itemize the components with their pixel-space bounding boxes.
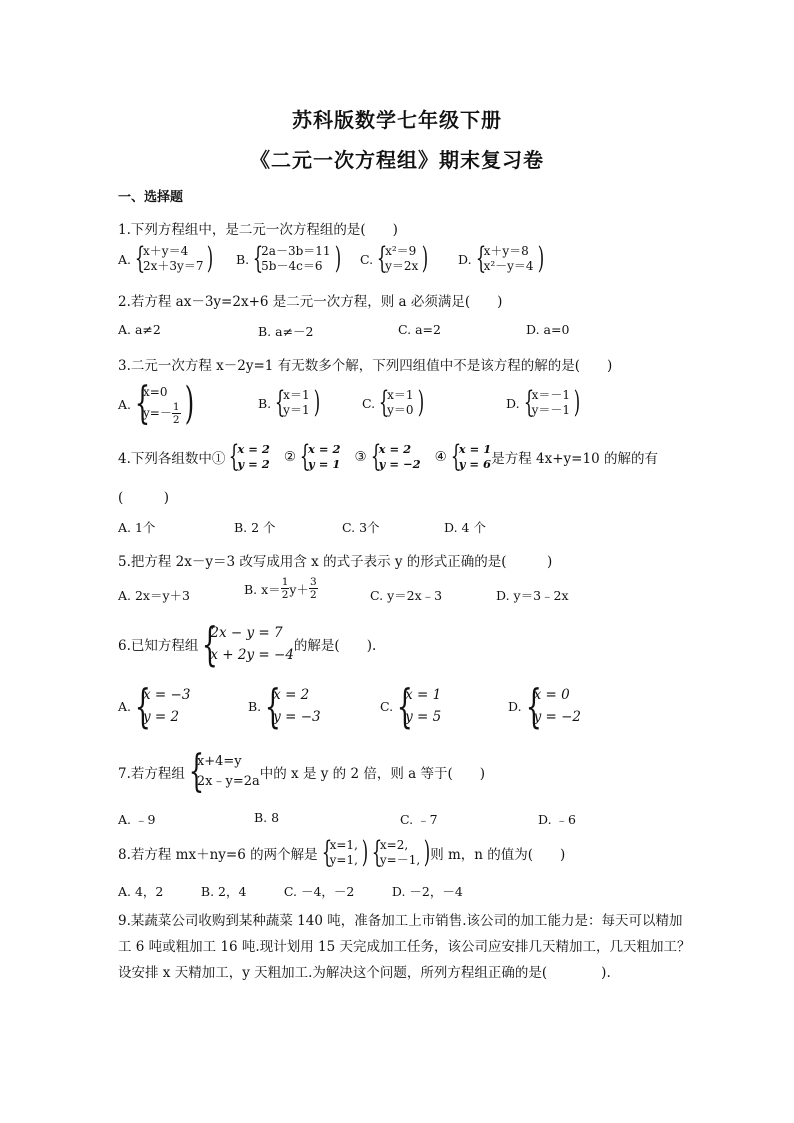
option-c: C. y＝2x﹣3 [370, 588, 443, 603]
equation-system: { x＋y＝4 2x＋3y＝7 ) [134, 241, 214, 276]
fraction: $\frac{1}{2}$ [172, 400, 180, 426]
equation-system: { x+4=y 2x﹣y=2a [188, 746, 260, 797]
option-c: C. { x²＝9 y＝2x ) [360, 241, 429, 276]
option-d: D. { x = 0 y = −2 [508, 679, 581, 733]
equation-system: { x＝1 y＝0 ) [378, 385, 424, 420]
option-b: B. 8 [254, 810, 280, 825]
question-4-stem: 4.下列各组数中① { x = 2 y = 2 ② { x = 2 y = 1 ③ { x = 2 y = −2 ④ { x = 1 y = 6 是方程 4x+y=10 的解的有 [118, 439, 658, 474]
option-b: B. a≠－2 [258, 324, 314, 339]
section-heading: 一、选择题 [118, 190, 184, 205]
equation-system: { x²＝9 y＝2x ) [376, 241, 429, 276]
equation-system: { x = 2 y = 2 [229, 439, 270, 474]
option-a: A. ﹣9 [118, 812, 156, 827]
option-a: A. { x＋y＝4 2x＋3y＝7 ) [118, 241, 214, 276]
option-d: D. 4 个 [444, 520, 486, 535]
question-1-stem: 1.下列方程组中，是二元一次方程组的是( ) [118, 222, 398, 238]
question-8-options: A. 4，2 B. 2，4 C. －4，－2 D. －2，－4 [118, 884, 463, 899]
option-c: C. { x＝1 y＝0 ) [362, 385, 424, 420]
page-title: 苏科版数学七年级下册 [292, 108, 502, 132]
equation-system: { x = 2 y = −3 [264, 679, 321, 733]
equation-system: { x = 1 y = 5 [396, 679, 442, 733]
question-5-stem: 5.把方程 2x－y＝3 改写成用含 x 的式子表示 y 的形式正确的是( ) [118, 554, 553, 570]
equation-system: { x=0 y=－ $\frac{1}{2}$ ) [134, 378, 194, 429]
equation-system: { x=2, y=－1, ) [371, 835, 431, 870]
page-subtitle: 《二元一次方程组》期末复习卷 [250, 148, 544, 172]
option-d: D. { x＝－1 y＝－1 ) [506, 385, 581, 420]
option-c: C. a=2 [398, 322, 441, 337]
question-2-options [118, 322, 718, 354]
question-1-options [118, 241, 718, 276]
option-d: D. a=0 [526, 322, 570, 337]
equation-system: { x = 2 y = 1 [299, 439, 341, 474]
equation-system: { x＝－1 y＝－1 ) [523, 385, 581, 420]
option-a: A. a≠2 [118, 322, 161, 337]
equation-system: { x = 2 y = −2 [370, 439, 421, 474]
option-b: B. { 2a－3b＝11 5b－4c＝6 ) [236, 241, 341, 276]
question-9-text: 9.某蔬菜公司收购到某种蔬菜 140 吨，准备加工上市销售.该公司的加工能力是：每天可以精加 工 6 吨或粗加工 16 吨.现计划用 15 天完成加工任务，该公司应安排几天精加工，几天粗加工？ 设安排 x 天精加工，y 天粗加工.为解决这个问题，所列方程组正确的是( ). [118, 913, 691, 981]
question-2-stem: 2.若方程 ax－3y=2x+6 是二元一次方程，则 a 必须满足( ) [118, 294, 503, 310]
question-4-options [118, 518, 718, 550]
option-c: C. { x = 1 y = 5 [380, 679, 442, 733]
question-5-options [118, 576, 718, 616]
option-d: D. y＝3﹣2x [496, 588, 569, 603]
question-6-options [118, 679, 718, 733]
option-c: C. ﹣7 [400, 812, 438, 827]
question-3-options [118, 378, 718, 430]
option-b: B. { x＝1 y＝1 ) [258, 385, 320, 420]
question-3-stem: 3.二元一次方程 x－2y=1 有无数多个解，下列四组值中不是该方程的解的是( ) [118, 358, 613, 374]
option-a: A. 2x＝y＋3 [118, 588, 190, 603]
equation-system: { x = 1 y = 6 [450, 439, 492, 474]
option-d: D. { x＋y＝8 x²－y＝4 ) [458, 241, 544, 276]
option-a: A. 1个 [118, 520, 156, 535]
option-c: C. 3个 [342, 520, 380, 535]
equation-system: { 2a－3b＝11 5b－4c＝6 ) [252, 241, 341, 276]
equation-system: { x = 0 y = −2 [525, 679, 581, 733]
question-4-paren: ( ) [118, 490, 170, 506]
question-8-stem: 8.若方程 mx＋ny=6 的两个解是 { x=1, y=1, ) { x=2, y=－1, ) 则 m，n 的值为( ) [118, 835, 566, 870]
option-a: A. { x=0 y=－ $\frac{1}{2}$ ) [118, 378, 194, 429]
option-b: B. x＝ $\frac{1}{2}$ y＋ $\frac{3}{2}$ [244, 576, 317, 601]
option-d: D. ﹣6 [538, 812, 576, 827]
equation-system: { x = −3 y = 2 [134, 679, 191, 733]
option-a: A. { x = −3 y = 2 [118, 679, 191, 733]
fraction: $\frac{3}{2}$ [309, 576, 317, 601]
question-7-stem: 7.若方程组 { x+4=y 2x﹣y=2a 中的 x 是 y 的 2 倍，则 a 等于( ) [118, 746, 486, 797]
fraction: $\frac{1}{2}$ [281, 576, 289, 601]
equation-system: { 2x − y = 7 x + 2y = −4 [202, 617, 294, 671]
option-b: B. { x = 2 y = −3 [248, 679, 321, 733]
option-b: B. 2 个 [234, 520, 276, 535]
equation-system: { x＝1 y＝1 ) [274, 385, 320, 420]
question-6-stem: 6.已知方程组 { 2x − y = 7 x + 2y = −4 的解是( ). [118, 617, 377, 671]
equation-system: { x＋y＝8 x²－y＝4 ) [475, 241, 544, 276]
equation-system: { x=1, y=1, ) [321, 835, 369, 870]
